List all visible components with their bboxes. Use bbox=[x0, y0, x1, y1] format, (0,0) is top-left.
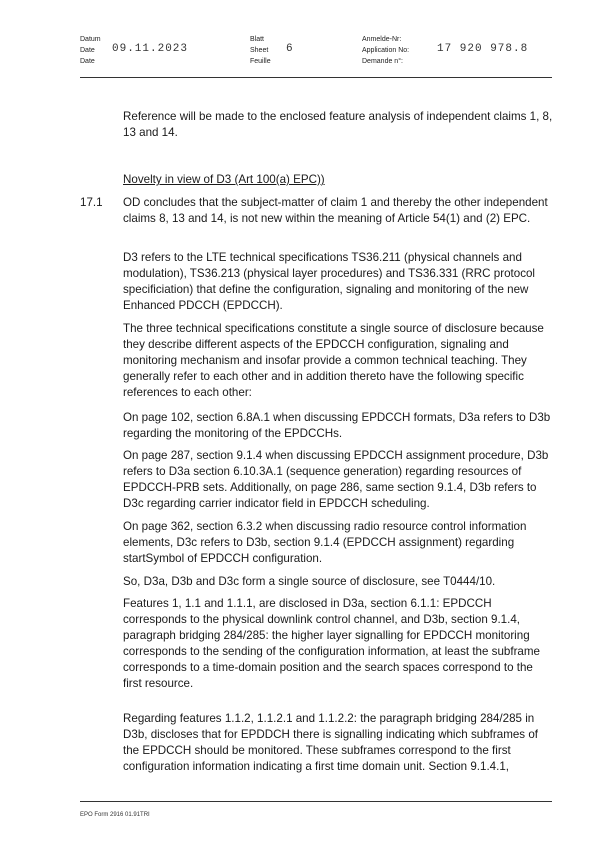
header-rule bbox=[80, 77, 552, 78]
paragraph-5: On page 287, section 9.1.4 when discussing EPDCCH assignment procedure, D3b refers to D3a section 6.10.3A.1 (sequence generation) regarding resources of EPDCCH-PRB sets. Additionally, on page 286, same section 9.1.4, D3b refers to D3c regarding carrier indicator field in EPDCCH scheduling. bbox=[123, 449, 549, 510]
date-label-fr: Date bbox=[80, 58, 95, 65]
section-heading: Novelty in view of D3 (Art 100(a) EPC)) bbox=[123, 173, 325, 186]
footer-rule bbox=[80, 801, 552, 802]
paragraph-3: The three technical specifications constitute a single source of disclosure because they describe different aspects of the EPDCCH configuration, signaling and monitoring mechanism and insofar provide a common technical teaching. They generally refer to each other and in addition thereto have the following specific references to each other: bbox=[123, 322, 544, 399]
app-label-de: Anmelde-Nr: bbox=[362, 36, 402, 43]
application-number: 17 920 978.8 bbox=[437, 43, 529, 55]
sheet-label-de: Blatt bbox=[250, 36, 265, 43]
paragraph-8: Features 1, 1.1 and 1.1.1, are disclosed in D3a, section 6.1.1: EPDCCH corresponds to the physical downlink control channel, and D3b, section 9.1.4, paragraph bridging 284/285: the higher layer signalling for EPDCCH monitoring corresponds to the sending of the configuration information, at least the subframe corresponds to a time-domain position and the search spaces correspond to the first resource. bbox=[123, 597, 540, 690]
sheet-label-en: Sheet bbox=[250, 47, 269, 54]
sheet-label-fr: Feuille bbox=[250, 58, 271, 65]
date-value: 09.11.2023 bbox=[112, 43, 189, 55]
item-number: 17.1 bbox=[80, 196, 103, 209]
form-id: EPO Form 2916 01.91TRI bbox=[80, 812, 150, 818]
paragraph-9: Regarding features 1.1.2, 1.1.2.1 and 1.1.2.2: the paragraph bridging 284/285 in D3b, discloses that for EPDDCH there is signalling indicating which subframes of the EPDCCH should be monitored. These subframes correspond to the first configuration information indicating a first time domain unit. Section 9.1.4.1, bbox=[123, 712, 538, 773]
date-label-en: Date bbox=[80, 47, 95, 54]
paragraph-1: OD concludes that the subject-matter of claim 1 and thereby the other independent claims 8, 13 and 14, is not new within the meaning of Article 54(1) and (2) EPC. bbox=[123, 196, 548, 225]
paragraph-6: On page 362, section 6.3.2 when discussing radio resource control information elements, D3c refers to D3b, section 9.1.4 (EPDCCH assignment) regarding startSymbol of EPDCCH configuration. bbox=[123, 520, 527, 565]
paragraph-7: So, D3a, D3b and D3c form a single source of disclosure, see T0444/10. bbox=[123, 575, 496, 588]
app-label-en: Application No: bbox=[362, 47, 410, 54]
app-label-fr: Demande n°: bbox=[362, 58, 403, 65]
sheet-value: 6 bbox=[286, 43, 294, 55]
intro-paragraph: Reference will be made to the enclosed feature analysis of independent claims 1, 8, 13 and 14. bbox=[123, 110, 553, 139]
paragraph-4: On page 102, section 6.8A.1 when discussing EPDCCH formats, D3a refers to D3b regarding the monitoring of the EPDCCHs. bbox=[123, 411, 551, 440]
paragraph-2: D3 refers to the LTE technical specifications TS36.211 (physical channels and modulation), TS36.213 (physical layer procedures) and TS36.331 (RRC protocol specificiation) that define the configuration, signaling and monitoring of the new Enhanced PDCCH (EPDCCH). bbox=[123, 251, 536, 312]
date-label-de: Datum bbox=[80, 36, 101, 43]
